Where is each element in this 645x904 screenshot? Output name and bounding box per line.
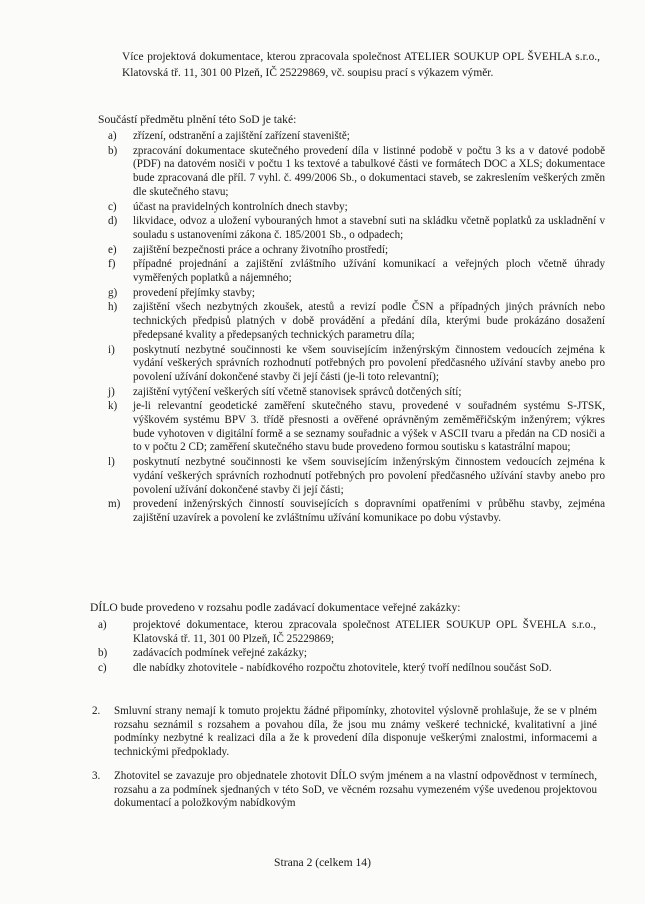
list-item: [108, 244, 605, 258]
item-text: projektové dokumentace, kterou zpracovala společnost ATELIER SOUKUP OPL ŠVEHLA s.r.o., Klatovská tř. 11, 301 00 Plzeň, IČ 25229869;: [133, 619, 596, 645]
item-text: dle nabídky zhotovitele - nabídkového rozpočtu zhotovitele, který tvoří nedílnou součást SoD.: [133, 662, 552, 675]
paragraph-text: Zhotovitel se zavazuje pro objednatele zhotovit DÍLO svým jménem a na vlastní odpovědnost v termínech, rozsahu a za podmínek sjednaných v této SoD, ve věcném rozsahu vymezeném výše uvedenou projektovou dokumentací a položkovým nabídkovým: [114, 770, 597, 810]
page-footer: Strana 2 (celkem 14): [274, 856, 371, 869]
numbered-paragraph: [92, 705, 597, 760]
item-marker: f): [108, 258, 116, 271]
list-item: [98, 662, 596, 676]
item-marker: c): [108, 200, 117, 213]
item-text: zadávacích podmínek veřejné zakázky;: [133, 647, 308, 660]
item-text: provedení přejímky stavby;: [133, 286, 256, 299]
item-text: likvidace, odvoz a uložení vybouraných hmot a stavební suti na skládku včetně poplatků za uskladnění v souladu s ustanoveními zákona č. 185/2001 Sb., o odpadech;: [133, 215, 605, 241]
item-text: je-li relevantní geodetické zaměření skutečného stavu, provedené v souřadném systému S-JTSK, výškovém systému BPV 3. třídě přesnosti a ověřené oprávněným zeměměřičským inženýrem; výkres bude vyhotoven v digitální formě a se seznamy souřadnic a výšek v ASCII tvaru a předán na CD nosiči a to v počtu 2 CD; zaměření skutečného stavu bude provedeno formou soutisku s katastrální mapou;: [133, 400, 605, 454]
item-text: zajištění všech nezbytných zkoušek, atestů a revizí podle ČSN a případných jiných právních nebo technických předpisů platných v době provádění a předání díla, kterými bude prokázáno dosažení předepsané kvality a předepsaných technických parametru díla;: [133, 301, 605, 341]
list-item: [98, 619, 596, 646]
section-heading-work: DÍLO bude provedeno v rozsahu podle zadávací dokumentace veřejné zakázky:: [90, 601, 461, 614]
item-text: zřízení, odstranění a zajištění zařízení staveniště;: [133, 130, 350, 142]
item-marker: a): [108, 130, 117, 142]
item-marker: i): [108, 343, 115, 356]
item-text: provedení inženýrských činností souvisejících s dopravními opatřeními v průběhu stavby, zejména zajištění uzavírek a povolení ke zvláštnímu užívání komunikace po dobu výstavby.: [133, 498, 605, 524]
list-item: [108, 456, 605, 497]
list-item: [108, 344, 605, 385]
scope-list: [108, 130, 605, 527]
paragraph-number: 3.: [92, 770, 101, 782]
item-marker: a): [98, 619, 107, 631]
item-marker: l): [108, 456, 115, 469]
item-marker: c): [98, 662, 107, 675]
list-item: [108, 498, 605, 525]
intro-paragraph: Více projektová dokumentace, kterou zpracovala společnost ATELIER SOUKUP OPL ŠVEHLA s.r.o., Klatovská tř. 11, 301 00 Plzeň, IČ 25229869, vč. soupisu prací s výkazem výměr.: [122, 51, 600, 79]
item-marker: h): [108, 301, 118, 314]
list-item: [108, 201, 605, 215]
list-item: [108, 301, 605, 342]
list-item: [98, 647, 596, 661]
numbered-paragraph: [92, 770, 597, 811]
item-marker: d): [108, 215, 118, 228]
list-item: [108, 287, 605, 301]
list-item: [108, 130, 605, 144]
item-marker: m): [108, 498, 121, 511]
list-item: [108, 258, 605, 285]
paragraph-number: 2.: [92, 705, 101, 717]
item-text: případné projednání a zajištění zvláštního užívání komunikací a veřejných ploch včetně úhrady vyměřených poplatků a nájemného;: [133, 258, 605, 285]
item-marker: b): [98, 647, 108, 660]
work-list: [98, 619, 596, 677]
list-item: [108, 145, 605, 200]
item-text: zajištění vytýčení veškerých sítí včetně stanovisek správců dotčených sítí;: [133, 385, 462, 398]
item-marker: j): [108, 385, 115, 398]
item-marker: b): [108, 144, 118, 157]
list-item: [108, 400, 605, 455]
item-text: zajištění bezpečnosti práce a ochrany životního prostředí;: [133, 243, 389, 256]
item-text: poskytnutí nezbytné součinnosti ke všem souvisejícím inženýrským činnostem vedoucích zejména k vydání veškerých správních rozhodnutí potřebných pro povolení předčasného užívání stavby anebo pro povolení užívání dokončené stavby či její části;: [133, 456, 605, 496]
list-item: [108, 215, 605, 242]
paragraph-text: Smluvní strany nemají k tomuto projektu žádné připomínky, zhotovitel výslovně prohlašuje, že se v plném rozsahu seznámil s rozsahem a povahou díla, že jsou mu známy veškeré technické, kvalitativní a jiné podmínky nezbytné k realizaci díla a že k provedení díla disponuje veškerými znalostmi, informacemi a technickými předpoklady.: [114, 705, 597, 759]
item-marker: e): [108, 243, 117, 256]
item-text: poskytnutí nezbytné součinnosti ke všem souvisejícím inženýrským činnostem vedoucích zejména k vydání veškerých správních rozhodnutí potřebných pro povolení předčasného užívání stavby anebo pro povolení užívání dokončené stavby či její části (je-li toto relevantní);: [133, 343, 605, 383]
item-text: účast na pravidelných kontrolních dnech stavby;: [133, 200, 348, 213]
section-heading-scope: Součástí předmětu plnění této SoD je také:: [98, 113, 297, 126]
item-marker: k): [108, 400, 118, 413]
item-text: zpracování dokumentace skutečného provedení díla v listinné podobě v počtu 3 ks a v datové podobě (PDF) na datovém nosiči v počtu 1 ks textové a tabulkové části ve formátech DOC a XLS; dokumentace bude zpracovaná dle příl. 7 vyhl. č. 499/2006 Sb., o dokumentaci staveb, se zakreslením veškerých změn dle skutečného stavu;: [133, 144, 605, 198]
item-marker: g): [108, 286, 118, 299]
list-item: [108, 386, 605, 400]
